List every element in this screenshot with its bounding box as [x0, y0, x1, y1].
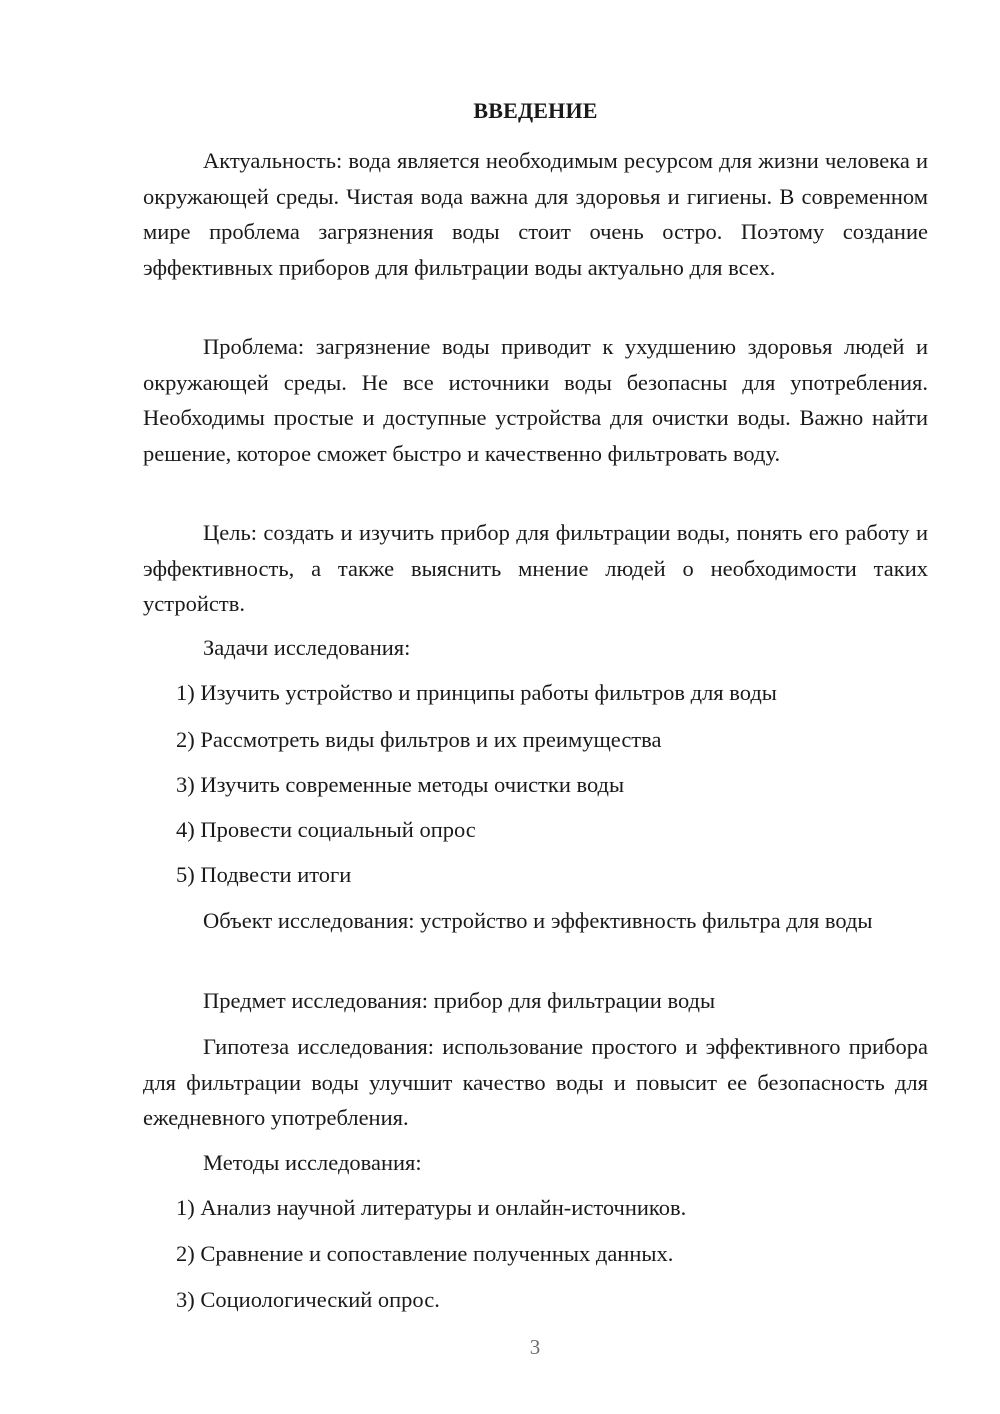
method-item: 1) Анализ научной литературы и онлайн-источников.: [176, 1195, 687, 1220]
object-paragraph: Объект исследования: устройство и эффективность фильтра для воды: [203, 908, 873, 933]
goal-paragraph: Цель: создать и изучить прибор для фильтрации воды, понять его работу и эффективность, а также выяснить мнение людей о необходимости таких устройств.: [143, 520, 928, 616]
methods-title: Методы исследования:: [203, 1150, 422, 1175]
page-number: 3: [529, 1335, 541, 1359]
section-heading: ВВЕДЕНИЕ: [473, 98, 598, 123]
task-item: 2) Рассмотреть виды фильтров и их преимущества: [176, 727, 662, 752]
task-item: 4) Провести социальный опрос: [176, 817, 476, 842]
method-item: 2) Сравнение и сопоставление полученных данных.: [176, 1241, 674, 1266]
hypothesis-paragraph: Гипотеза исследования: использование простого и эффективного прибора для фильтрации воды улучшит качество воды и повысит ее безопасность для ежедневного употребления.: [143, 1034, 928, 1130]
task-item: 3) Изучить современные методы очистки воды: [176, 772, 625, 797]
problem-paragraph: Проблема: загрязнение воды приводит к ухудшению здоровья людей и окружающей среды. Не все источники воды безопасны для употребления. Необходимы простые и доступные устройства для очистки воды. Важно найти решение, которое сможет быстро и качественно фильтровать воду.: [143, 334, 928, 466]
task-item: 5) Подвести итоги: [176, 862, 352, 887]
relevance-paragraph: Актуальность: вода является необходимым ресурсом для жизни человека и окружающей среды. Чистая вода важна для здоровья и гигиены. В современном мире проблема загрязнения воды стоит очень остро. Поэтому создание эффективных приборов для фильтрации воды актуально для всех.: [143, 148, 928, 280]
tasks-title: Задачи исследования:: [203, 635, 411, 660]
method-item: 3) Социологический опрос.: [176, 1287, 440, 1312]
subject-paragraph: Предмет исследования: прибор для фильтрации воды: [203, 988, 716, 1013]
task-item: 1) Изучить устройство и принципы работы фильтров для воды: [176, 680, 777, 705]
